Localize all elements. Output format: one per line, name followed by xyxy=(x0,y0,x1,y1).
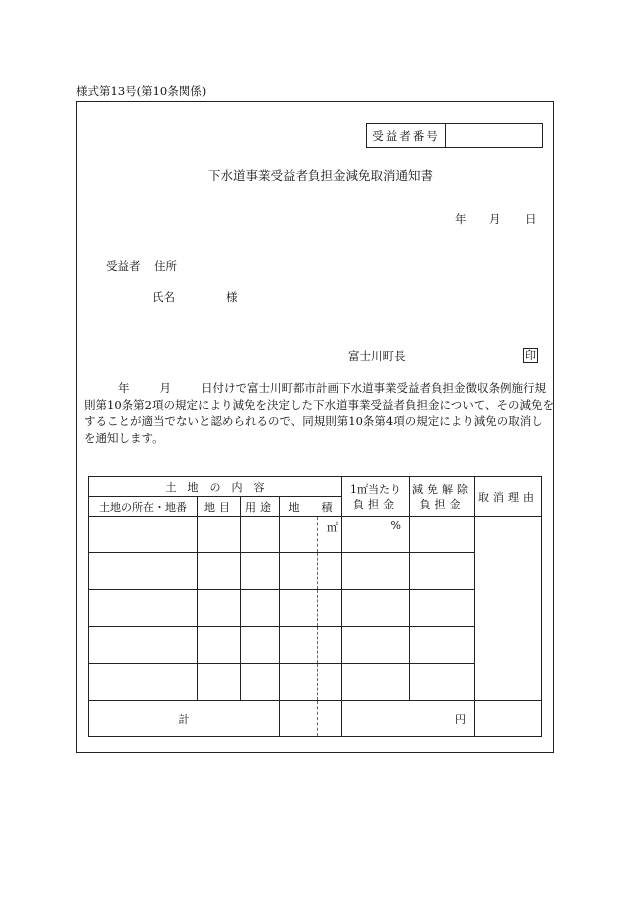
exemption-cell[interactable] xyxy=(410,553,475,590)
exemption-cell[interactable] xyxy=(410,590,475,627)
exemption-header-line2: 負担金 xyxy=(419,497,465,511)
use-cell[interactable] xyxy=(241,517,280,553)
area-decimal-cell[interactable] xyxy=(318,627,342,664)
per-sqm-header xyxy=(342,477,410,517)
exemption-cell[interactable] xyxy=(410,517,475,553)
land-category-cell[interactable] xyxy=(198,664,241,701)
table-row xyxy=(89,553,542,590)
date-day: 日 xyxy=(525,212,537,226)
honorific-sama: 様 xyxy=(226,290,238,304)
use-cell[interactable] xyxy=(241,664,280,701)
exemption-header-line1: 減免解除 xyxy=(412,482,472,496)
location-cell[interactable] xyxy=(89,664,198,701)
beneficiary-number-label: 受益者番号 xyxy=(367,124,446,148)
total-area-decimal-cell[interactable] xyxy=(318,701,342,737)
table-row xyxy=(89,517,542,553)
total-label: 計 xyxy=(89,701,280,737)
form-number-label: 様式第13号(第10条関係) xyxy=(76,84,207,98)
location-cell[interactable] xyxy=(89,553,198,590)
document-title: 下水道事業受益者負担金減免取消通知書 xyxy=(208,168,434,183)
location-header: 土地の所在・地番 xyxy=(89,497,198,517)
land-category-cell[interactable] xyxy=(198,590,241,627)
land-content-header: 土 地 の 内 容 xyxy=(89,477,342,497)
seal-mark: 印 xyxy=(525,349,536,362)
date-month: 月 xyxy=(489,212,501,226)
date-year: 年 xyxy=(455,212,467,226)
beneficiary-number-field[interactable] xyxy=(446,124,543,148)
location-cell[interactable] xyxy=(89,590,198,627)
per-sqm-cell[interactable] xyxy=(342,627,410,664)
area-cell[interactable] xyxy=(280,664,318,701)
per-sqm-header-line2: 負担金 xyxy=(353,497,398,511)
table-row xyxy=(89,590,542,627)
per-sqm-cell[interactable] xyxy=(342,553,410,590)
reason-cell[interactable] xyxy=(475,517,542,701)
location-cell[interactable] xyxy=(89,517,198,553)
beneficiary-number-box xyxy=(366,123,543,148)
total-row xyxy=(89,701,542,737)
total-reason-cell[interactable] xyxy=(475,701,542,737)
table-row xyxy=(89,664,542,701)
land-category-cell[interactable] xyxy=(198,627,241,664)
recipient-role: 受益者 xyxy=(106,259,141,273)
location-cell[interactable] xyxy=(89,627,198,664)
total-area-cell[interactable] xyxy=(280,701,318,737)
percent-unit: % xyxy=(342,517,410,553)
area-decimal-cell[interactable] xyxy=(318,664,342,701)
body-month: 月 xyxy=(159,381,171,395)
exemption-release-header xyxy=(410,477,475,517)
body-text: 日付けで富士川町都市計画下水道事業受益者負担金徴収条例施行規則第10条第2項の規定により減免を決定した下水道事業受益者負担金について、その減免をすることが適当でないと認められるので、同規則第10条第4項の規定により減免の取消しを通知します。 xyxy=(84,381,554,446)
area-unit: ㎡ xyxy=(318,517,342,553)
use-cell[interactable] xyxy=(241,553,280,590)
name-label: 氏名 xyxy=(152,290,175,304)
land-category-cell[interactable] xyxy=(198,517,241,553)
address-label: 住所 xyxy=(154,259,177,273)
body-year: 年 xyxy=(118,381,130,395)
exemption-cell[interactable] xyxy=(410,627,475,664)
issuer-name: 富士川町長 xyxy=(348,349,406,363)
notice-body xyxy=(84,380,554,447)
use-header: 用途 xyxy=(241,497,280,517)
per-sqm-header-line1: 1㎡当たり xyxy=(350,482,401,496)
per-sqm-cell[interactable] xyxy=(342,664,410,701)
area-decimal-cell[interactable] xyxy=(318,590,342,627)
area-header: 地 積 xyxy=(280,497,342,517)
land-details-table xyxy=(88,476,542,737)
area-decimal-cell[interactable] xyxy=(318,553,342,590)
area-cell[interactable] xyxy=(280,517,318,553)
use-cell[interactable] xyxy=(241,627,280,664)
area-cell[interactable] xyxy=(280,590,318,627)
land-category-cell[interactable] xyxy=(198,553,241,590)
land-category-header: 地目 xyxy=(198,497,241,517)
total-yen: 円 xyxy=(342,701,475,737)
cancellation-reason-header: 取消理由 xyxy=(475,477,542,517)
area-cell[interactable] xyxy=(280,553,318,590)
area-cell[interactable] xyxy=(280,627,318,664)
per-sqm-cell[interactable] xyxy=(342,590,410,627)
exemption-cell[interactable] xyxy=(410,664,475,701)
use-cell[interactable] xyxy=(241,590,280,627)
table-row xyxy=(89,627,542,664)
